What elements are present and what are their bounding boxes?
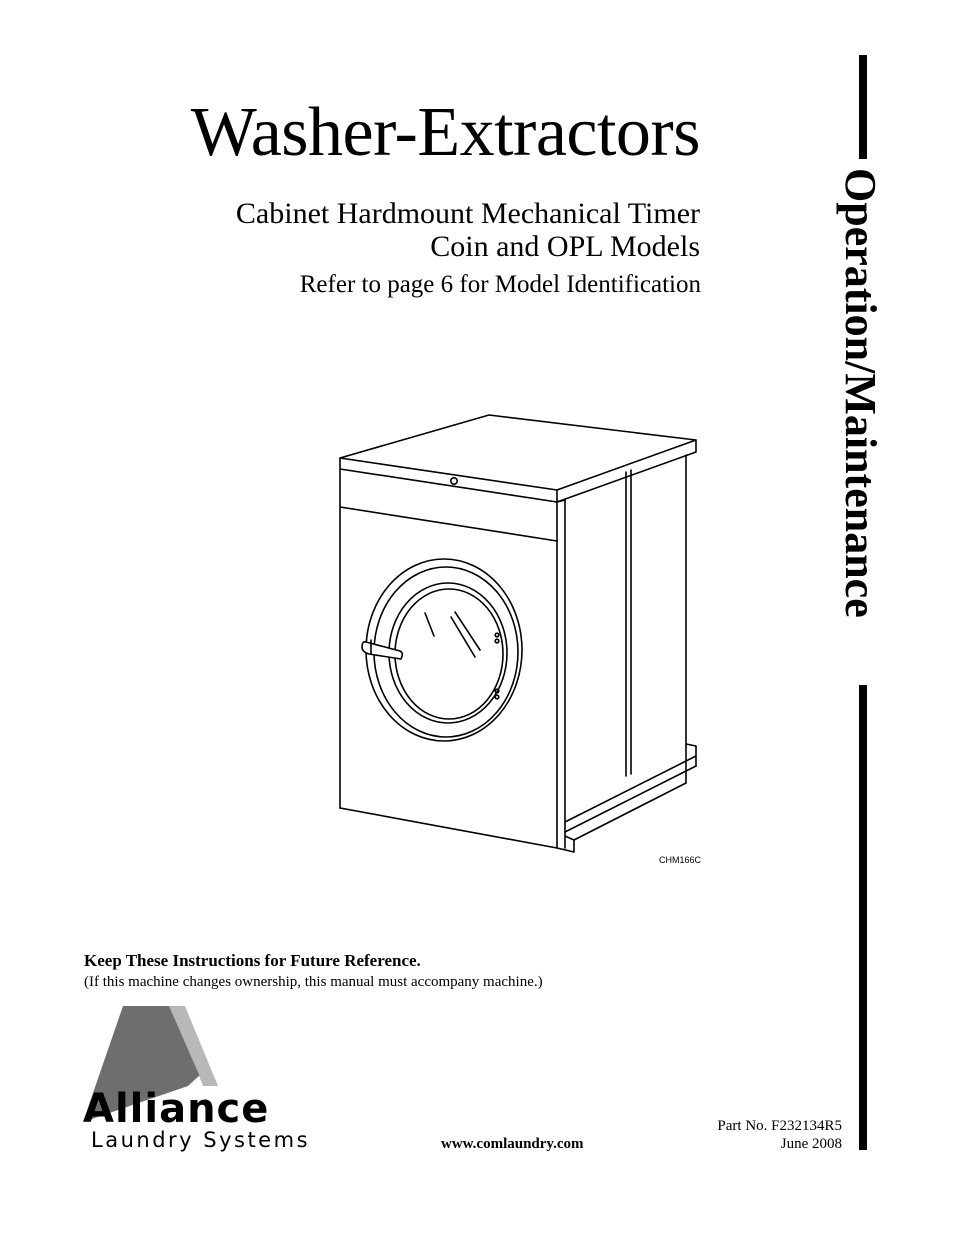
website-link[interactable]: www.comlaundry.com bbox=[441, 1136, 584, 1152]
side-rule-bottom bbox=[859, 685, 867, 1150]
subtitle-line-1: Cabinet Hardmount Mechanical Timer bbox=[235, 197, 700, 230]
subtitle-line-2: Coin and OPL Models bbox=[430, 230, 700, 263]
part-number: Part No. F232134R5 bbox=[717, 1118, 842, 1134]
ownership-note: (If this machine changes ownership, this manual must accompany machine.) bbox=[84, 974, 543, 990]
side-rule-top bbox=[859, 55, 867, 159]
manual-type-label: Operation/Maintenance bbox=[836, 168, 885, 618]
logo-brand: Alliance bbox=[83, 1086, 270, 1132]
keep-instructions-heading: Keep These Instructions for Future Reference. bbox=[84, 951, 421, 970]
document-title: Washer-Extractors bbox=[190, 94, 700, 171]
publication-date: June 2008 bbox=[780, 1136, 842, 1152]
washer-illustration bbox=[335, 410, 705, 860]
figure-code: CHM166C bbox=[659, 855, 702, 865]
model-reference-note: Refer to page 6 for Model Identification bbox=[299, 271, 701, 298]
logo-tagline: Laundry Systems bbox=[91, 1128, 311, 1152]
